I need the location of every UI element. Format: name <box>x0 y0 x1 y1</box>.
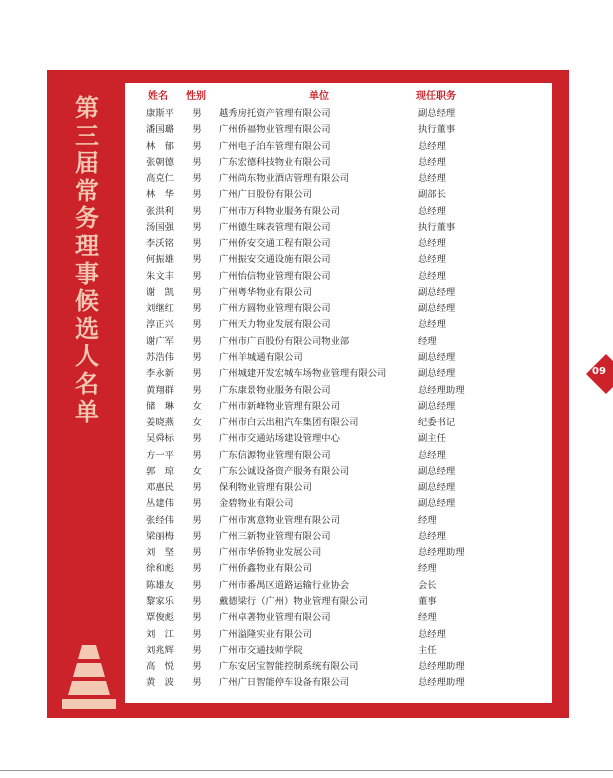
cell-gender: 男 <box>192 108 202 119</box>
cell-gender: 女 <box>192 465 202 477</box>
cell-position: 副总经理 <box>418 482 456 494</box>
cell-position: 副总经理 <box>418 351 456 363</box>
cell-unit: 广州市寓意物业管理有限公司 <box>219 514 340 526</box>
header-gender: 性别 <box>186 91 206 102</box>
cell-gender: 男 <box>192 124 202 136</box>
cell-position: 副部长 <box>418 189 446 201</box>
cell-gender: 男 <box>192 335 202 347</box>
table-row <box>140 627 552 643</box>
header-unit: 单位 <box>309 91 329 102</box>
table-row <box>140 496 552 512</box>
cell-position: 总经理 <box>418 238 446 250</box>
cell-gender: 男 <box>192 661 202 673</box>
cell-unit: 广州方圆物业管理有限公司 <box>219 303 331 315</box>
table-row <box>140 431 552 447</box>
table-row <box>140 659 552 675</box>
cell-unit: 广东康景物业服务有限公司 <box>219 384 331 396</box>
cell-position: 总经理助理 <box>418 384 465 396</box>
cell-name: 淳正兴 <box>146 319 174 331</box>
cell-name: 丛建伟 <box>146 498 174 510</box>
page-title: 第三届常务理事候选人名单 <box>75 94 99 426</box>
cell-name: 方一平 <box>146 449 174 461</box>
table-row <box>140 578 552 594</box>
cell-name: 陈雄友 <box>146 579 174 591</box>
cell-position: 总经理助理 <box>418 547 465 559</box>
cell-name: 何振雄 <box>146 254 174 266</box>
cell-unit: 广州怡信物业管理有限公司 <box>219 270 331 282</box>
table-row <box>140 415 552 431</box>
cell-name: 张经伟 <box>146 514 174 526</box>
table-row <box>140 285 552 301</box>
cell-name: 林 郁 <box>146 140 174 152</box>
cell-gender: 男 <box>192 563 202 575</box>
table-row <box>140 675 552 691</box>
cell-unit: 广州尚东物业酒店管理有限公司 <box>219 173 350 185</box>
cell-name: 汤国强 <box>146 221 174 233</box>
table-row <box>140 122 552 138</box>
cell-unit: 广州广日股份有限公司 <box>219 189 312 201</box>
cell-name: 姜晓燕 <box>146 417 174 429</box>
cell-unit: 广州溢隆实业有限公司 <box>219 628 312 640</box>
cell-unit: 广州市交通技师学院 <box>219 644 303 656</box>
cell-position: 副总经理 <box>418 400 456 412</box>
table-row <box>140 350 552 366</box>
cell-name: 康斯平 <box>146 108 174 119</box>
table-row <box>140 399 552 415</box>
cell-name: 郭 琼 <box>146 465 174 477</box>
cell-position: 总经理 <box>418 156 446 168</box>
cell-position: 总经理 <box>418 449 446 461</box>
cell-gender: 男 <box>192 514 202 526</box>
cell-unit: 广东公诚设备资产服务有限公司 <box>219 465 350 477</box>
cell-gender: 男 <box>192 140 202 152</box>
cell-name: 刘继红 <box>146 303 174 315</box>
cell-name: 李沃铭 <box>146 238 174 250</box>
cell-unit: 广州德生咪表管理有限公司 <box>219 221 331 233</box>
cell-gender: 男 <box>192 644 202 656</box>
cell-position: 总经理 <box>418 140 446 152</box>
cell-name: 刘 坚 <box>146 547 174 559</box>
cell-unit: 广州市新峰物业管理有限公司 <box>219 400 340 412</box>
candidate-list <box>140 106 552 692</box>
cell-position: 总经理 <box>418 628 446 640</box>
cell-name: 林 华 <box>146 189 174 201</box>
page-number: 09 <box>592 366 606 377</box>
cell-gender: 男 <box>192 303 202 315</box>
cell-gender: 男 <box>192 433 202 445</box>
traffic-cone-icon <box>60 645 118 713</box>
cell-unit: 金碧物业有限公司 <box>219 498 294 510</box>
cell-name: 刘 江 <box>146 628 174 640</box>
cell-gender: 男 <box>192 384 202 396</box>
table-row <box>140 171 552 187</box>
cell-gender: 男 <box>192 449 202 461</box>
table-row <box>140 301 552 317</box>
cell-name: 高 悦 <box>146 661 174 673</box>
cell-name: 张洪利 <box>146 205 174 217</box>
cell-position: 主任 <box>418 644 437 656</box>
cell-position: 董事 <box>418 595 437 607</box>
cell-name: 黎家乐 <box>146 595 174 607</box>
cell-gender: 男 <box>192 173 202 185</box>
cell-position: 总经理 <box>418 173 446 185</box>
cell-position: 经理 <box>418 563 437 575</box>
cell-gender: 女 <box>192 417 202 429</box>
cell-gender: 男 <box>192 595 202 607</box>
cell-name: 覃俊彪 <box>146 612 174 624</box>
cell-unit: 广州天力物业发展有限公司 <box>219 319 331 331</box>
table-row <box>140 561 552 577</box>
cell-gender: 男 <box>192 270 202 282</box>
cell-position: 执行董事 <box>418 124 456 136</box>
cell-position: 会长 <box>418 579 437 591</box>
cell-unit: 越秀房托资产管理有限公司 <box>219 108 331 119</box>
table-row <box>140 480 552 496</box>
cell-position: 副总经理 <box>418 108 456 119</box>
table-row <box>140 317 552 333</box>
cell-unit: 广东信源物业管理有限公司 <box>219 449 331 461</box>
cell-position: 经理 <box>418 612 437 624</box>
cell-gender: 男 <box>192 156 202 168</box>
cell-unit: 广州侨鑫物业有限公司 <box>219 563 312 575</box>
cell-name: 张朝德 <box>146 156 174 168</box>
cell-unit: 广州三新物业管理有限公司 <box>219 530 331 542</box>
cell-position: 副主任 <box>418 433 446 445</box>
cell-name: 潘国璐 <box>146 124 174 136</box>
cell-gender: 男 <box>192 498 202 510</box>
cell-gender: 男 <box>192 530 202 542</box>
cell-position: 副总经理 <box>418 368 456 380</box>
cell-unit: 广东宏德科技物业有限公司 <box>219 156 331 168</box>
cell-name: 朱文丰 <box>146 270 174 282</box>
cell-gender: 男 <box>192 547 202 559</box>
table-row <box>140 269 552 285</box>
cell-position: 副总经理 <box>418 465 456 477</box>
cell-unit: 广州市广百股份有限公司物业部 <box>219 335 350 347</box>
table-row <box>140 366 552 382</box>
cell-name: 刘兆辉 <box>146 644 174 656</box>
cell-name: 高克仁 <box>146 173 174 185</box>
cell-gender: 男 <box>192 319 202 331</box>
cell-position: 纪委书记 <box>418 417 456 429</box>
table-row <box>140 513 552 529</box>
cell-position: 副总经理 <box>418 303 456 315</box>
cell-position: 总经理 <box>418 205 446 217</box>
table-row <box>140 334 552 350</box>
cell-position: 总经理 <box>418 319 446 331</box>
table-row <box>140 252 552 268</box>
cell-unit: 广州羊城通有限公司 <box>219 351 303 363</box>
cell-unit: 广州城建开发宏城车场物业管理有限公司 <box>219 368 387 380</box>
cell-gender: 男 <box>192 351 202 363</box>
cell-position: 经理 <box>418 514 437 526</box>
cell-unit: 广州市白云出租汽车集团有限公司 <box>219 417 359 429</box>
cell-unit: 广州侨安交通工程有限公司 <box>219 238 331 250</box>
cell-gender: 男 <box>192 286 202 298</box>
cell-unit: 广州振安交通设施有限公司 <box>219 254 331 266</box>
cell-position: 总经理 <box>418 530 446 542</box>
cell-name: 谢 凯 <box>146 286 174 298</box>
cell-gender: 男 <box>192 368 202 380</box>
cell-unit: 广州粤华物业有限公司 <box>219 286 312 298</box>
cell-name: 黄翔群 <box>146 384 174 396</box>
cell-unit: 广州市交通站场建设管理中心 <box>219 433 340 445</box>
cell-gender: 男 <box>192 677 202 689</box>
cell-gender: 男 <box>192 238 202 250</box>
cell-unit: 广州市万科物业服务有限公司 <box>219 205 340 217</box>
cell-gender: 男 <box>192 254 202 266</box>
table-row <box>140 139 552 155</box>
cell-name: 徐和彪 <box>146 563 174 575</box>
cell-gender: 男 <box>192 628 202 640</box>
cell-unit: 广州电子泊车管理有限公司 <box>219 140 331 152</box>
cell-unit: 广州侨福物业管理有限公司 <box>219 124 331 136</box>
cell-unit: 保利物业管理有限公司 <box>219 482 312 494</box>
cell-gender: 男 <box>192 612 202 624</box>
cell-gender: 女 <box>192 400 202 412</box>
table-row <box>140 383 552 399</box>
cell-name: 储 琳 <box>146 400 174 412</box>
cell-unit: 广州市华侨物业发展公司 <box>219 547 322 559</box>
cell-position: 总经理 <box>418 254 446 266</box>
cell-name: 邓惠民 <box>146 482 174 494</box>
cell-name: 谢广军 <box>146 335 174 347</box>
cell-position: 副总经理 <box>418 286 456 298</box>
table-row <box>140 448 552 464</box>
table-row <box>140 643 552 659</box>
cell-position: 总经理助理 <box>418 677 465 689</box>
table-row <box>140 236 552 252</box>
cell-unit: 广东安居宝智能控制系统有限公司 <box>219 661 359 673</box>
cell-name: 苏浩伟 <box>146 351 174 363</box>
cell-gender: 男 <box>192 579 202 591</box>
cell-name: 黄 波 <box>146 677 174 689</box>
cell-position: 副总经理 <box>418 498 456 510</box>
cell-unit: 广州广日智能停车设备有限公司 <box>219 677 350 689</box>
cell-position: 经理 <box>418 335 437 347</box>
table-row <box>140 106 552 122</box>
table-row <box>140 187 552 203</box>
table-row <box>140 594 552 610</box>
table-row <box>140 155 552 171</box>
cell-gender: 男 <box>192 221 202 233</box>
page-divider <box>0 770 613 771</box>
cell-position: 总经理助理 <box>418 661 465 673</box>
cell-position: 执行董事 <box>418 221 456 233</box>
table-row <box>140 220 552 236</box>
cell-gender: 男 <box>192 205 202 217</box>
table-row <box>140 610 552 626</box>
table-row <box>140 545 552 561</box>
cell-unit: 戴德梁行（广州）物业管理有限公司 <box>219 595 368 607</box>
cell-unit: 广州卓著物业管理有限公司 <box>219 612 331 624</box>
header-name: 姓名 <box>148 91 168 102</box>
table-row <box>140 464 552 480</box>
cell-unit: 广州市番禺区道路运输行业协会 <box>219 579 350 591</box>
cell-gender: 男 <box>192 189 202 201</box>
cell-name: 李永新 <box>146 368 174 380</box>
cell-position: 总经理 <box>418 270 446 282</box>
cell-name: 梁丽梅 <box>146 530 174 542</box>
table-row <box>140 529 552 545</box>
cell-gender: 男 <box>192 482 202 494</box>
table-row <box>140 204 552 220</box>
header-position: 现任职务 <box>416 91 456 102</box>
cell-name: 吴舜标 <box>146 433 174 445</box>
